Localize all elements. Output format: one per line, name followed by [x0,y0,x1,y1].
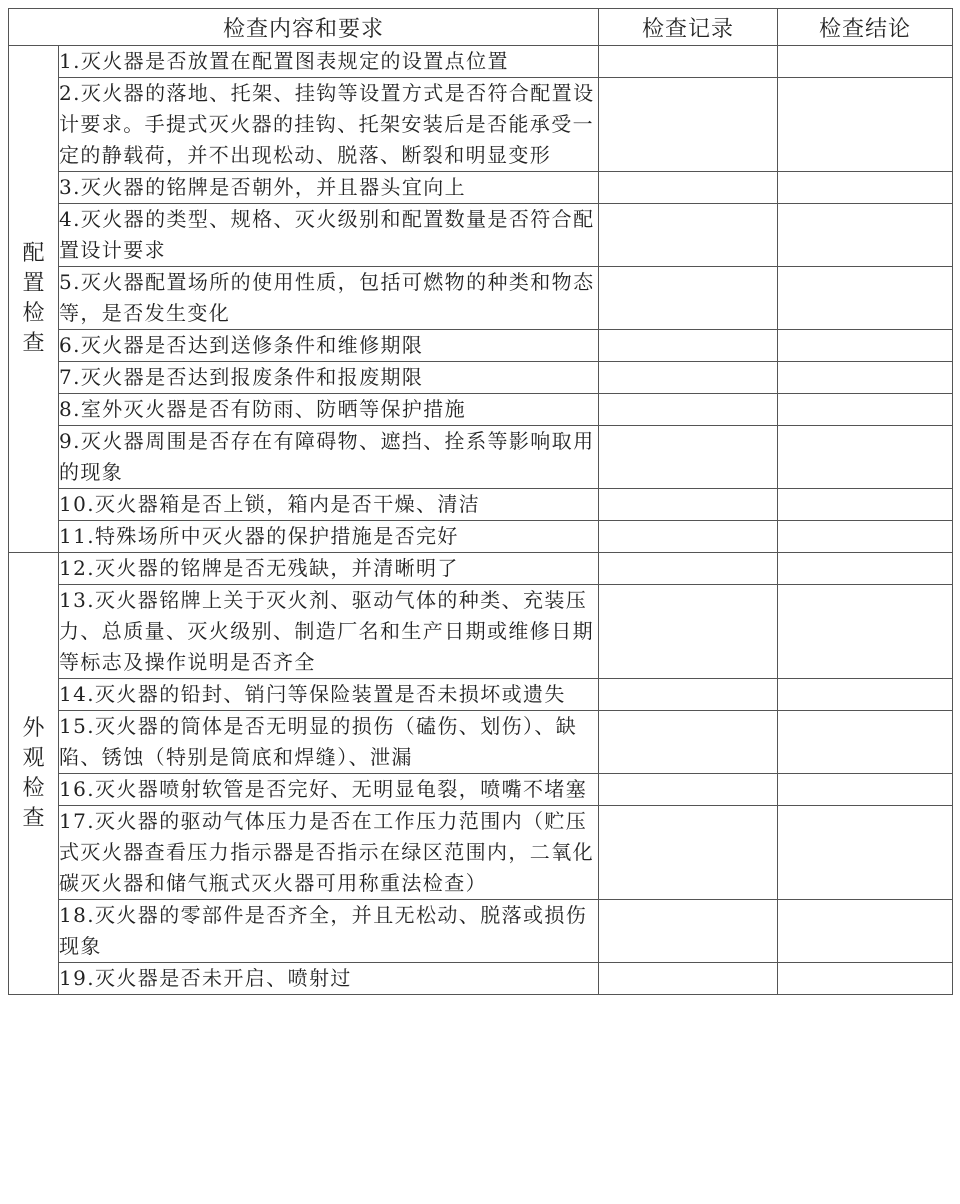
item-1: 1.灭火器是否放置在配置图表规定的设置点位置 [59,46,599,78]
header-conclusion: 检查结论 [778,9,953,46]
record-cell[interactable] [599,521,778,553]
record-cell[interactable] [599,204,778,267]
conclusion-cell[interactable] [778,774,953,806]
conclusion-cell[interactable] [778,553,953,585]
conclusion-cell[interactable] [778,426,953,489]
item-2: 2.灭火器的落地、托架、挂钩等设置方式是否符合配置设计要求。手提式灭火器的挂钩、托架安装后是否能承受一定的静载荷，并不出现松动、脱落、断裂和明显变形 [59,78,599,172]
item-8: 8.室外灭火器是否有防雨、防晒等保护措施 [59,394,599,426]
table-row [9,521,953,553]
record-cell[interactable] [599,806,778,900]
item-15: 15.灭火器的筒体是否无明显的损伤（磕伤、划伤）、缺陷、锈蚀（特别是筒底和焊缝）、泄漏 [59,711,599,774]
item-12: 12.灭火器的铭牌是否无残缺，并清晰明了 [59,553,599,585]
record-cell[interactable] [599,585,778,679]
conclusion-cell[interactable] [778,267,953,330]
conclusion-cell[interactable] [778,521,953,553]
table-row [9,267,953,330]
table-row [9,489,953,521]
record-cell[interactable] [599,267,778,330]
table-row [9,900,953,963]
table-row [9,963,953,995]
conclusion-cell[interactable] [778,78,953,172]
item-4: 4.灭火器的类型、规格、灭火级别和配置数量是否符合配置设计要求 [59,204,599,267]
item-16: 16.灭火器喷射软管是否完好、无明显龟裂，喷嘴不堵塞 [59,774,599,806]
item-18: 18.灭火器的零部件是否齐全，并且无松动、脱落或损伤现象 [59,900,599,963]
record-cell[interactable] [599,774,778,806]
table-row [9,585,953,679]
table-row [9,204,953,267]
table-row [9,330,953,362]
conclusion-cell[interactable] [778,585,953,679]
table-row [9,78,953,172]
record-cell[interactable] [599,900,778,963]
conclusion-cell[interactable] [778,489,953,521]
table-row [9,679,953,711]
table-row [9,553,953,585]
conclusion-cell[interactable] [778,900,953,963]
group-label-appearance: 外观检查 [9,553,59,995]
inspection-sheet [8,8,952,995]
table-row [9,426,953,489]
conclusion-cell[interactable] [778,806,953,900]
record-cell[interactable] [599,426,778,489]
item-9: 9.灭火器周围是否存在有障碍物、遮挡、拴系等影响取用的现象 [59,426,599,489]
header-content: 检查内容和要求 [9,9,599,46]
record-cell[interactable] [599,394,778,426]
item-19: 19.灭火器是否未开启、喷射过 [59,963,599,995]
item-11: 11.特殊场所中灭火器的保护措施是否完好 [59,521,599,553]
table-row [9,806,953,900]
table-row [9,46,953,78]
conclusion-cell[interactable] [778,963,953,995]
record-cell[interactable] [599,711,778,774]
record-cell[interactable] [599,362,778,394]
item-7: 7.灭火器是否达到报废条件和报废期限 [59,362,599,394]
item-6: 6.灭火器是否达到送修条件和维修期限 [59,330,599,362]
conclusion-cell[interactable] [778,330,953,362]
item-14: 14.灭火器的铅封、销闩等保险装置是否未损坏或遗失 [59,679,599,711]
header-record: 检查记录 [599,9,778,46]
conclusion-cell[interactable] [778,679,953,711]
conclusion-cell[interactable] [778,204,953,267]
record-cell[interactable] [599,330,778,362]
header-row [9,9,953,46]
item-5: 5.灭火器配置场所的使用性质，包括可燃物的种类和物态等，是否发生变化 [59,267,599,330]
conclusion-cell[interactable] [778,172,953,204]
conclusion-cell[interactable] [778,362,953,394]
conclusion-cell[interactable] [778,394,953,426]
table-row [9,172,953,204]
conclusion-cell[interactable] [778,46,953,78]
item-13: 13.灭火器铭牌上关于灭火剂、驱动气体的种类、充装压力、总质量、灭火级别、制造厂名和生产日期或维修日期等标志及操作说明是否齐全 [59,585,599,679]
record-cell[interactable] [599,46,778,78]
inspection-table [8,8,953,995]
record-cell[interactable] [599,679,778,711]
item-17: 17.灭火器的驱动气体压力是否在工作压力范围内（贮压式灭火器查看压力指示器是否指示在绿区范围内，二氧化碳灭火器和储气瓶式灭火器可用称重法检查） [59,806,599,900]
table-row [9,394,953,426]
record-cell[interactable] [599,172,778,204]
record-cell[interactable] [599,553,778,585]
table-row [9,711,953,774]
table-row [9,362,953,394]
table-row [9,774,953,806]
record-cell[interactable] [599,78,778,172]
conclusion-cell[interactable] [778,711,953,774]
record-cell[interactable] [599,963,778,995]
item-10: 10.灭火器箱是否上锁，箱内是否干燥、清洁 [59,489,599,521]
record-cell[interactable] [599,489,778,521]
group-label-config: 配置检查 [9,46,59,553]
item-3: 3.灭火器的铭牌是否朝外，并且器头宜向上 [59,172,599,204]
